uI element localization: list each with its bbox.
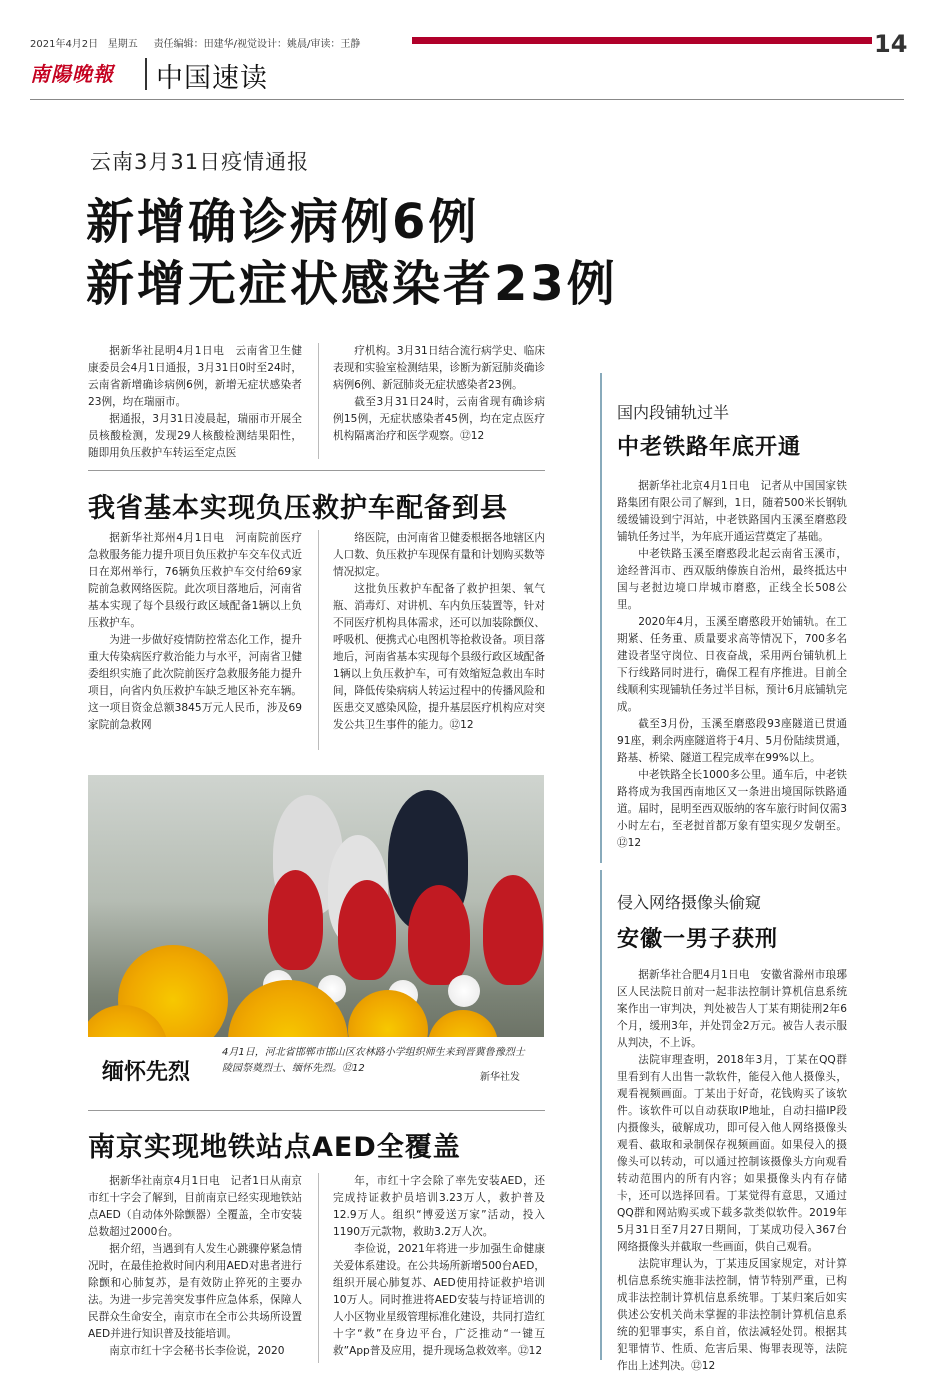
side2-body: [617, 967, 847, 1375]
story-divider: [88, 1110, 545, 1111]
paragraph: 疗机构。3月31日结合流行病学史、临床表现和实验室检测结果，诊断为新冠肺炎确诊病例6例、新冠肺炎无症状感染者23例。: [333, 345, 545, 391]
page-number: 14: [874, 30, 908, 58]
story1-kicker: 云南3月31日疫情通报: [90, 150, 310, 174]
story-divider: [88, 470, 545, 471]
paragraph: 这批负压救护车配备了救护担架、氧气瓶、消毒灯、对讲机、车内负压装置等，针对不同医疗机构具体需求，还可以加装除颤仪、呼吸机、便携式心电图机等抢救设备。项目落地后，河南省基本实现每个县级行政区域配备1辆以上负压救护车，可有效缩短急救出车时间，降低传染病病人转运过程中的传播风险和医患交叉感染风险，提升基层医疗机构应对突发公共卫生事件的能力。⑫12: [333, 583, 545, 731]
paragraph: 据新华社合肥4月1日电 安徽省滁州市琅琊区人民法院日前对一起非法控制计算机信息系统案作出一审判决，判处被告人丁某有期徒刑2年6个月，缓刑3年，并处罚金2万元。被告人表示服从判决，不上诉。: [617, 969, 847, 1049]
side2-kicker: 侵入网络摄像头偷窥: [617, 893, 762, 912]
header-color-bar: [412, 37, 872, 44]
story3-column1: [88, 1173, 302, 1360]
photo-figure: [338, 880, 396, 980]
paragraph: 据新华社郑州4月1日电 河南院前医疗急救服务能力提升项目负压救护车交车仪式近日在郑州举行，76辆负压救护车交付给69家院前急救网络医院。此次项目落地后，河南省基本实现了每个县级行政区域配备1辆以上负压救护车。: [88, 532, 302, 629]
section-title: 中国速读: [156, 63, 268, 94]
caption-body: 4月1日，河北省邯郸市邯山区农林路小学组织师生来到晋冀鲁豫烈士陵园祭奠烈士、缅怀先烈。⑫12: [222, 1047, 525, 1074]
column-divider: [318, 343, 319, 459]
story3-column2: [333, 1173, 545, 1360]
column-divider: [318, 530, 319, 750]
story2-column1: [88, 530, 302, 734]
header-rule: [30, 99, 904, 100]
paragraph: 据新华社昆明4月1日电 云南省卫生健康委员会4月1日通报，3月31日0时至24时，云南省新增确诊病例6例，新增无症状感染者23例，均在瑞丽市。: [88, 345, 302, 408]
paragraph: 法院审理认为，丁某违反国家规定，对计算机信息系统实施非法控制，情节特别严重，已构成非法控制计算机信息系统罪。丁某归案后如实供述公安机关尚未掌握的非法控制计算机信息系统的犯罪事实，系自首，依法减轻处罚。根据其犯罪情节、性质、危害后果、悔罪表现等，法院作出上述判决。⑫12: [617, 1258, 847, 1372]
paragraph: 中老铁路玉溪至磨憨段北起云南省玉溪市，途经普洱市、西双版纳傣族自治州，最终抵达中国与老挝边境口岸城市磨憨，正线全长508公里。: [617, 548, 847, 611]
paragraph: 截至3月份，玉溪至磨憨段93座隧道已贯通91座，剩余两座隧道将于4月、5月份陆续贯通，路基、桥梁、隧道工程完成率在99%以上。: [617, 718, 847, 764]
paragraph: 南京市红十字会秘书长李俭说，2020: [109, 1345, 285, 1357]
side2-headline: 安徽一男子获刑: [617, 927, 779, 952]
sidebar-accent-line: [600, 373, 602, 863]
paragraph: 络医院，由河南省卫健委根据各地辖区内人口数、负压救护车现保有量和计划购买数等情况拟定。: [333, 532, 545, 578]
photo-figure: [483, 875, 543, 985]
photo-credit: 新华社发: [480, 1072, 520, 1083]
news-photo: [88, 775, 544, 1090]
paragraph: 李俭说，2021年将进一步加强生命健康关爱体系建设。在公共场所新增500台AED，组织开展心肺复苏、AED使用持证救护培训10万人。同时推进将AED安装与持证培训的人小区物业星级管理标准化建设，共同打造红十字“救”在身边平台，广泛推动“一键互救”App普及应用，提升现场急救效率。⑫12: [333, 1243, 545, 1357]
photo-figure: [268, 870, 323, 970]
side1-kicker: 国内段铺轨过半: [617, 403, 730, 422]
photo-caption-title: 缅怀先烈: [102, 1060, 191, 1085]
paragraph: 2020年4月，玉溪至磨憨段开始铺轨。在工期紧、任务重、质量要求高等情况下，700多名建设者坚守岗位、日夜奋战，采用两台铺轨机上下行线路同时进行，确保工程有序推进。目前全线顺利实现铺轨任务过半目标，预计6月底铺轨完成。: [617, 616, 847, 713]
side1-body: [617, 478, 847, 852]
weekday: 星期五: [107, 39, 138, 50]
story1-headline-line2: 新增无症状感染者23例: [86, 256, 618, 312]
photo-figure: [408, 885, 470, 985]
story1-headline-line1: 新增确诊病例6例: [86, 194, 480, 250]
story1-column2: [333, 343, 545, 445]
logo-divider: [145, 58, 147, 90]
newspaper-logo: 南陽晚報: [30, 62, 114, 86]
side1-headline: 中老铁路年底开通: [617, 435, 802, 460]
story1-column1: [88, 343, 302, 462]
issue-date: [30, 35, 360, 50]
paragraph: 为进一步做好疫情防控常态化工作，提升重大传染病医疗救治能力与水平，河南省卫健委组织实施了此次院前医疗急救服务能力提升项目，向省内负压救护车缺乏地区补充车辆。这一项目资金总额3845万元人民币，涉及69家院前急救网: [88, 634, 302, 731]
paragraph: 截至3月31日24时，云南省现有确诊病例15例，无症状感染者45例，均在定点医疗机构隔离治疗和医学观察。⑫12: [333, 396, 545, 442]
date: 2021年4月2日: [30, 39, 99, 50]
paragraph: 据通报，3月31日凌晨起，瑞丽市开展全员核酸检测，发现29人核酸检测结果阳性，随即用负压救护车转运至定点医: [88, 413, 302, 459]
editors: 责任编辑：田建华/视觉设计：姚晨/审读：王静: [153, 39, 361, 50]
paragraph: 中老铁路全长1000多公里。通车后，中老铁路将成为我国西南地区又一条进出境国际铁路通道。届时，昆明至西双版纳的客车旅行时间仅需3小时左右，至老挝首都万象有望实现夕发朝至。⑫12: [617, 769, 847, 849]
paragraph: 据介绍，当遇到有人发生心跳骤停紧急情况时，在最佳抢救时间内利用AED对患者进行除颤和心肺复苏，是有效防止猝死的主要办法。为进一步完善突发事件应急体系，保障人民群众生命安全，南京市在全市公共场所设置AED并进行知识普及技能培训。: [88, 1243, 302, 1340]
sidebar-accent-line: [600, 870, 602, 1360]
paragraph: 法院审理查明，2018年3月，丁某在QQ群里看到有人出售一款软件，能侵入他人摄像头，观看视频画面。丁某出于好奇，花钱购买了该软件。该软件可以自动获取IP地址，自动扫描IP段内摄像头，破解成功，即可侵入他人网络摄像头观看、截取和录制保存视频画面。如果侵入的摄像头可以转动，可以通过控制该摄像头方向观看转动范围内的所有内容；如果摄像头内有存储卡，还可以选择回看。丁某觉得有意思，又通过QQ群和网站购买或下载多款类似软件。2019年5月31日至7月27日期间，丁某成功侵入367台网络摄像头并截取一些画面，供自己观看。: [617, 1054, 847, 1253]
story2-headline: 我省基本实现负压救护车配备到县: [88, 493, 508, 524]
story3-headline: 南京实现地铁站点AED全覆盖: [88, 1132, 461, 1163]
photo-flower: [448, 975, 480, 1007]
column-divider: [318, 1173, 319, 1363]
paragraph: 据新华社北京4月1日电 记者从中国国家铁路集团有限公司了解到，1日，随着500米长钢轨缓缓铺设到宁洱站，中老铁路国内玉溪至磨憨段铺轨任务过半，为年底开通运营奠定了基础。: [617, 480, 847, 543]
paragraph: 据新华社南京4月1日电 记者1日从南京市红十字会了解到，目前南京已经实现地铁站点AED（自动体外除颤器）全覆盖，全市安装总数超过2000台。: [88, 1175, 302, 1238]
story2-column2: [333, 530, 545, 734]
paragraph: 年，市红十字会除了率先安装AED，还完成持证救护员培训3.23万人，救护普及12.9万人。组织“博爱送万家”活动，投入1190万元款物，救助3.2万人次。: [333, 1175, 545, 1238]
